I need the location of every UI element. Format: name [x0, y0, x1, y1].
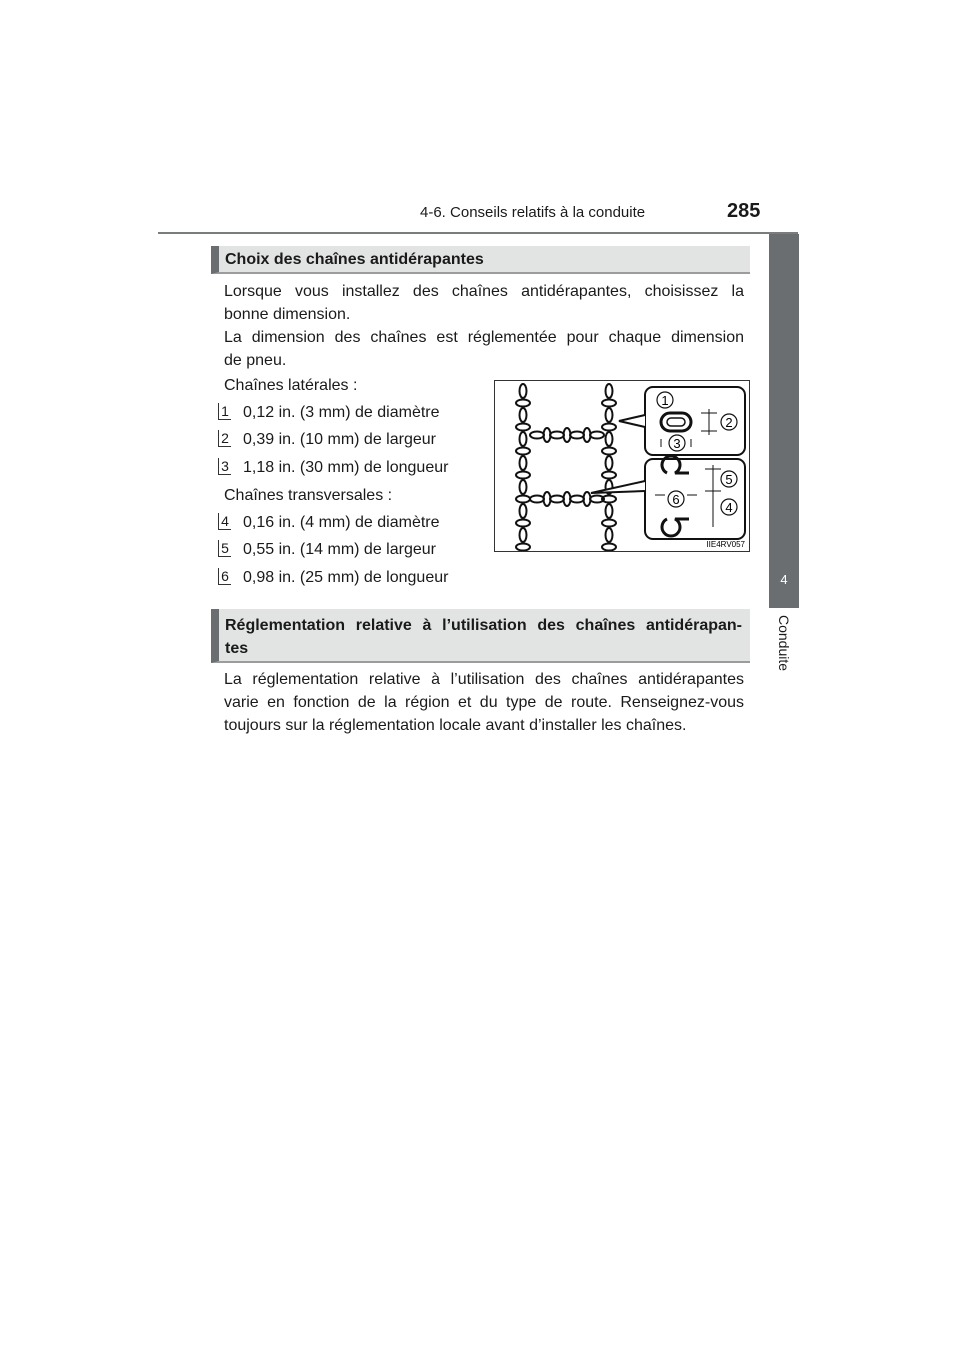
item-text-1: 0,12 in. (3 mm) de diamètre — [243, 404, 440, 421]
paragraph-line: toujours sur la réglementation locale avant d’installer les chaînes. — [224, 717, 687, 734]
paragraph-line: La réglementation relative à l’utilisation des chaînes antidérapantes — [224, 671, 744, 688]
header-section-title: 4-6. Conseils relatifs à la conduite — [420, 204, 646, 221]
chapter-label: Conduite — [776, 614, 792, 672]
callout-3-label: 3 — [673, 436, 681, 451]
paragraph-line: varie en fonction de la région et du type de route. Renseignez-vous — [224, 694, 744, 711]
item-text-4: 0,16 in. (4 mm) de diamètre — [243, 514, 440, 531]
item-number-2: 2 — [218, 430, 231, 447]
paragraph-line: Lorsque vous installez des chaînes antidérapantes, choisissez la — [224, 283, 744, 300]
item-number-5: 5 — [218, 540, 231, 557]
paragraph-line: de pneu. — [224, 352, 287, 369]
item-text-5: 0,55 in. (14 mm) de largeur — [243, 541, 436, 558]
item-number-3: 3 — [218, 458, 231, 475]
right-side-chain — [602, 384, 616, 551]
item-text-3: 1,18 in. (30 mm) de longueur — [243, 459, 449, 476]
chapter-side-tab — [769, 234, 799, 608]
item-number-6: 6 — [218, 568, 231, 585]
item-text-6: 0,98 in. (25 mm) de longueur — [243, 569, 449, 586]
section-heading-regulation — [211, 609, 750, 663]
section-heading-line: Réglementation relative à l’utilisation des chaînes antidérapan- — [225, 617, 742, 634]
header-rule — [158, 232, 798, 234]
left-side-chain — [516, 384, 530, 551]
paragraph-line: La dimension des chaînes est réglementée pour chaque dimension — [224, 329, 744, 346]
side-link-detail — [619, 387, 745, 455]
tire-chain-illustration — [494, 380, 750, 552]
regulation-paragraph — [224, 668, 744, 737]
callout-1-label: 1 — [661, 393, 669, 408]
page-number: 285 — [727, 200, 761, 222]
callout-2-label: 2 — [725, 415, 733, 430]
section-heading-line: tes — [225, 640, 249, 657]
item-text-2: 0,39 in. (10 mm) de largeur — [243, 431, 436, 448]
callout-4-label: 4 — [725, 500, 733, 515]
side-chains-label: Chaînes latérales : — [224, 377, 358, 394]
illustration-code: IIE4RV057 — [706, 540, 745, 549]
tire-chain-drawing — [495, 381, 749, 551]
lower-cross-chain — [530, 492, 604, 506]
callout-6-label: 6 — [672, 492, 680, 507]
chapter-number: 4 — [780, 572, 788, 587]
upper-cross-chain — [530, 428, 604, 442]
item-number-4: 4 — [218, 513, 231, 530]
section-heading-chains-choice: Choix des chaînes antidérapantes — [211, 246, 750, 274]
cross-chains-label: Chaînes transversales : — [224, 487, 393, 504]
item-number-1: 1 — [218, 403, 231, 420]
callout-5-label: 5 — [725, 472, 733, 487]
paragraph-line: bonne dimension. — [224, 306, 351, 323]
intro-paragraph — [224, 280, 744, 372]
